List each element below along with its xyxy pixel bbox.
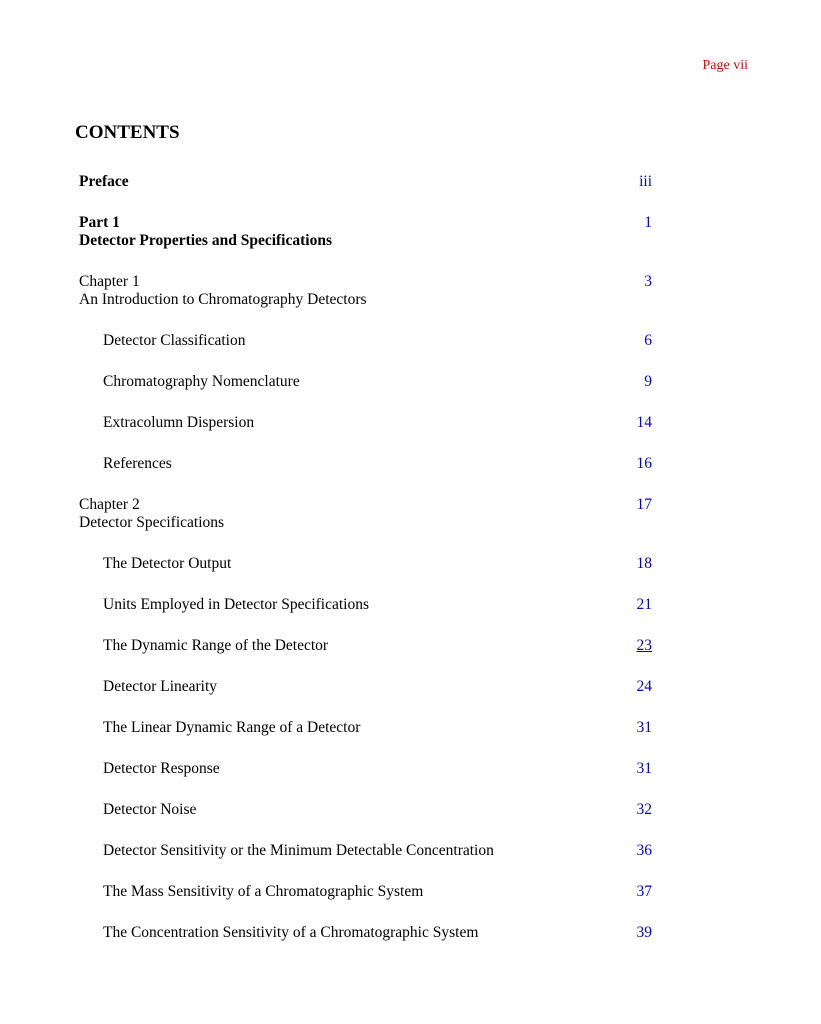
toc-entry-detector-noise[interactable]: [79, 801, 652, 819]
toc-page-link[interactable]: 31: [636, 760, 652, 777]
contents-heading: CONTENTS: [75, 122, 180, 143]
toc-page-link[interactable]: iii: [639, 173, 652, 190]
toc-page-link[interactable]: 39: [636, 924, 652, 941]
toc-entry-detector-linearity[interactable]: [79, 678, 652, 696]
toc-entry-chromatography-nomenclature[interactable]: [79, 373, 652, 391]
toc-entry-title: The Concentration Sensitivity of a Chromatographic System: [103, 924, 479, 941]
toc-page-link[interactable]: 37: [636, 883, 652, 900]
toc-entry-detector-classification[interactable]: [79, 332, 652, 350]
toc-page-link[interactable]: 3: [644, 273, 652, 290]
toc-entry-chapter-1[interactable]: [79, 273, 652, 309]
toc-entry-references[interactable]: [79, 455, 652, 473]
toc-entry-mass-sensitivity[interactable]: [79, 883, 652, 901]
toc-entry-title: References: [103, 455, 172, 472]
toc-entry-title: Chapter 2 Detector Specifications: [79, 496, 225, 531]
toc-page-link[interactable]: 23: [636, 637, 652, 654]
toc-entry-title: Chromatography Nomenclature: [103, 373, 300, 390]
toc-entry-title: Detector Classification: [103, 332, 246, 349]
toc-entry-title: The Mass Sensitivity of a Chromatographic System: [103, 883, 424, 900]
toc-entry-title: The Dynamic Range of the Detector: [103, 637, 329, 654]
toc-entry-title: The Linear Dynamic Range of a Detector: [103, 719, 361, 736]
toc-page-link[interactable]: 18: [636, 555, 652, 572]
toc-entry-dynamic-range[interactable]: [79, 637, 652, 655]
toc-entry-title: The Detector Output: [103, 555, 232, 572]
toc-entry-title: Units Employed in Detector Specifications: [103, 596, 370, 613]
toc-page-link[interactable]: 14: [636, 414, 652, 431]
toc-entry-detector-sensitivity[interactable]: [79, 842, 652, 860]
toc-page-link[interactable]: 24: [636, 678, 652, 695]
page-number-label: Page vii: [702, 58, 748, 73]
toc-entry-title: Preface: [79, 173, 129, 190]
toc-page-link[interactable]: 9: [644, 373, 652, 390]
toc-entry-detector-response[interactable]: [79, 760, 652, 778]
toc-page-link[interactable]: 36: [636, 842, 652, 859]
toc-entry-title: Detector Sensitivity or the Minimum Detectable Concentration: [103, 842, 494, 859]
toc-entry-extracolumn-dispersion[interactable]: [79, 414, 652, 432]
toc-entry-detector-output[interactable]: [79, 555, 652, 573]
toc-page-link[interactable]: 6: [644, 332, 652, 349]
toc-page-link[interactable]: 31: [636, 719, 652, 736]
toc-entry-title: Detector Response: [103, 760, 220, 777]
toc-page-link[interactable]: 16: [636, 455, 652, 472]
toc-entry-title: Extracolumn Dispersion: [103, 414, 255, 431]
table-of-contents: [79, 0, 652, 1024]
toc-page-link[interactable]: 32: [636, 801, 652, 818]
toc-entry-title: Part 1 Detector Properties and Specifications: [79, 214, 332, 249]
toc-entry-preface[interactable]: [79, 173, 652, 191]
toc-page-link[interactable]: 1: [644, 214, 652, 231]
toc-entry-part-1[interactable]: [79, 214, 652, 250]
toc-entry-title: Detector Noise: [103, 801, 197, 818]
toc-entry-title: Detector Linearity: [103, 678, 218, 695]
toc-entry-title: Chapter 1 An Introduction to Chromatography Detectors: [79, 273, 367, 308]
toc-entry-concentration-sensitivity[interactable]: [79, 924, 652, 942]
toc-entry-linear-dynamic-range[interactable]: [79, 719, 652, 737]
toc-entry-chapter-2[interactable]: [79, 496, 652, 532]
toc-page-link[interactable]: 21: [636, 596, 652, 613]
toc-entry-units-employed[interactable]: [79, 596, 652, 614]
toc-page-link[interactable]: 17: [636, 496, 652, 513]
